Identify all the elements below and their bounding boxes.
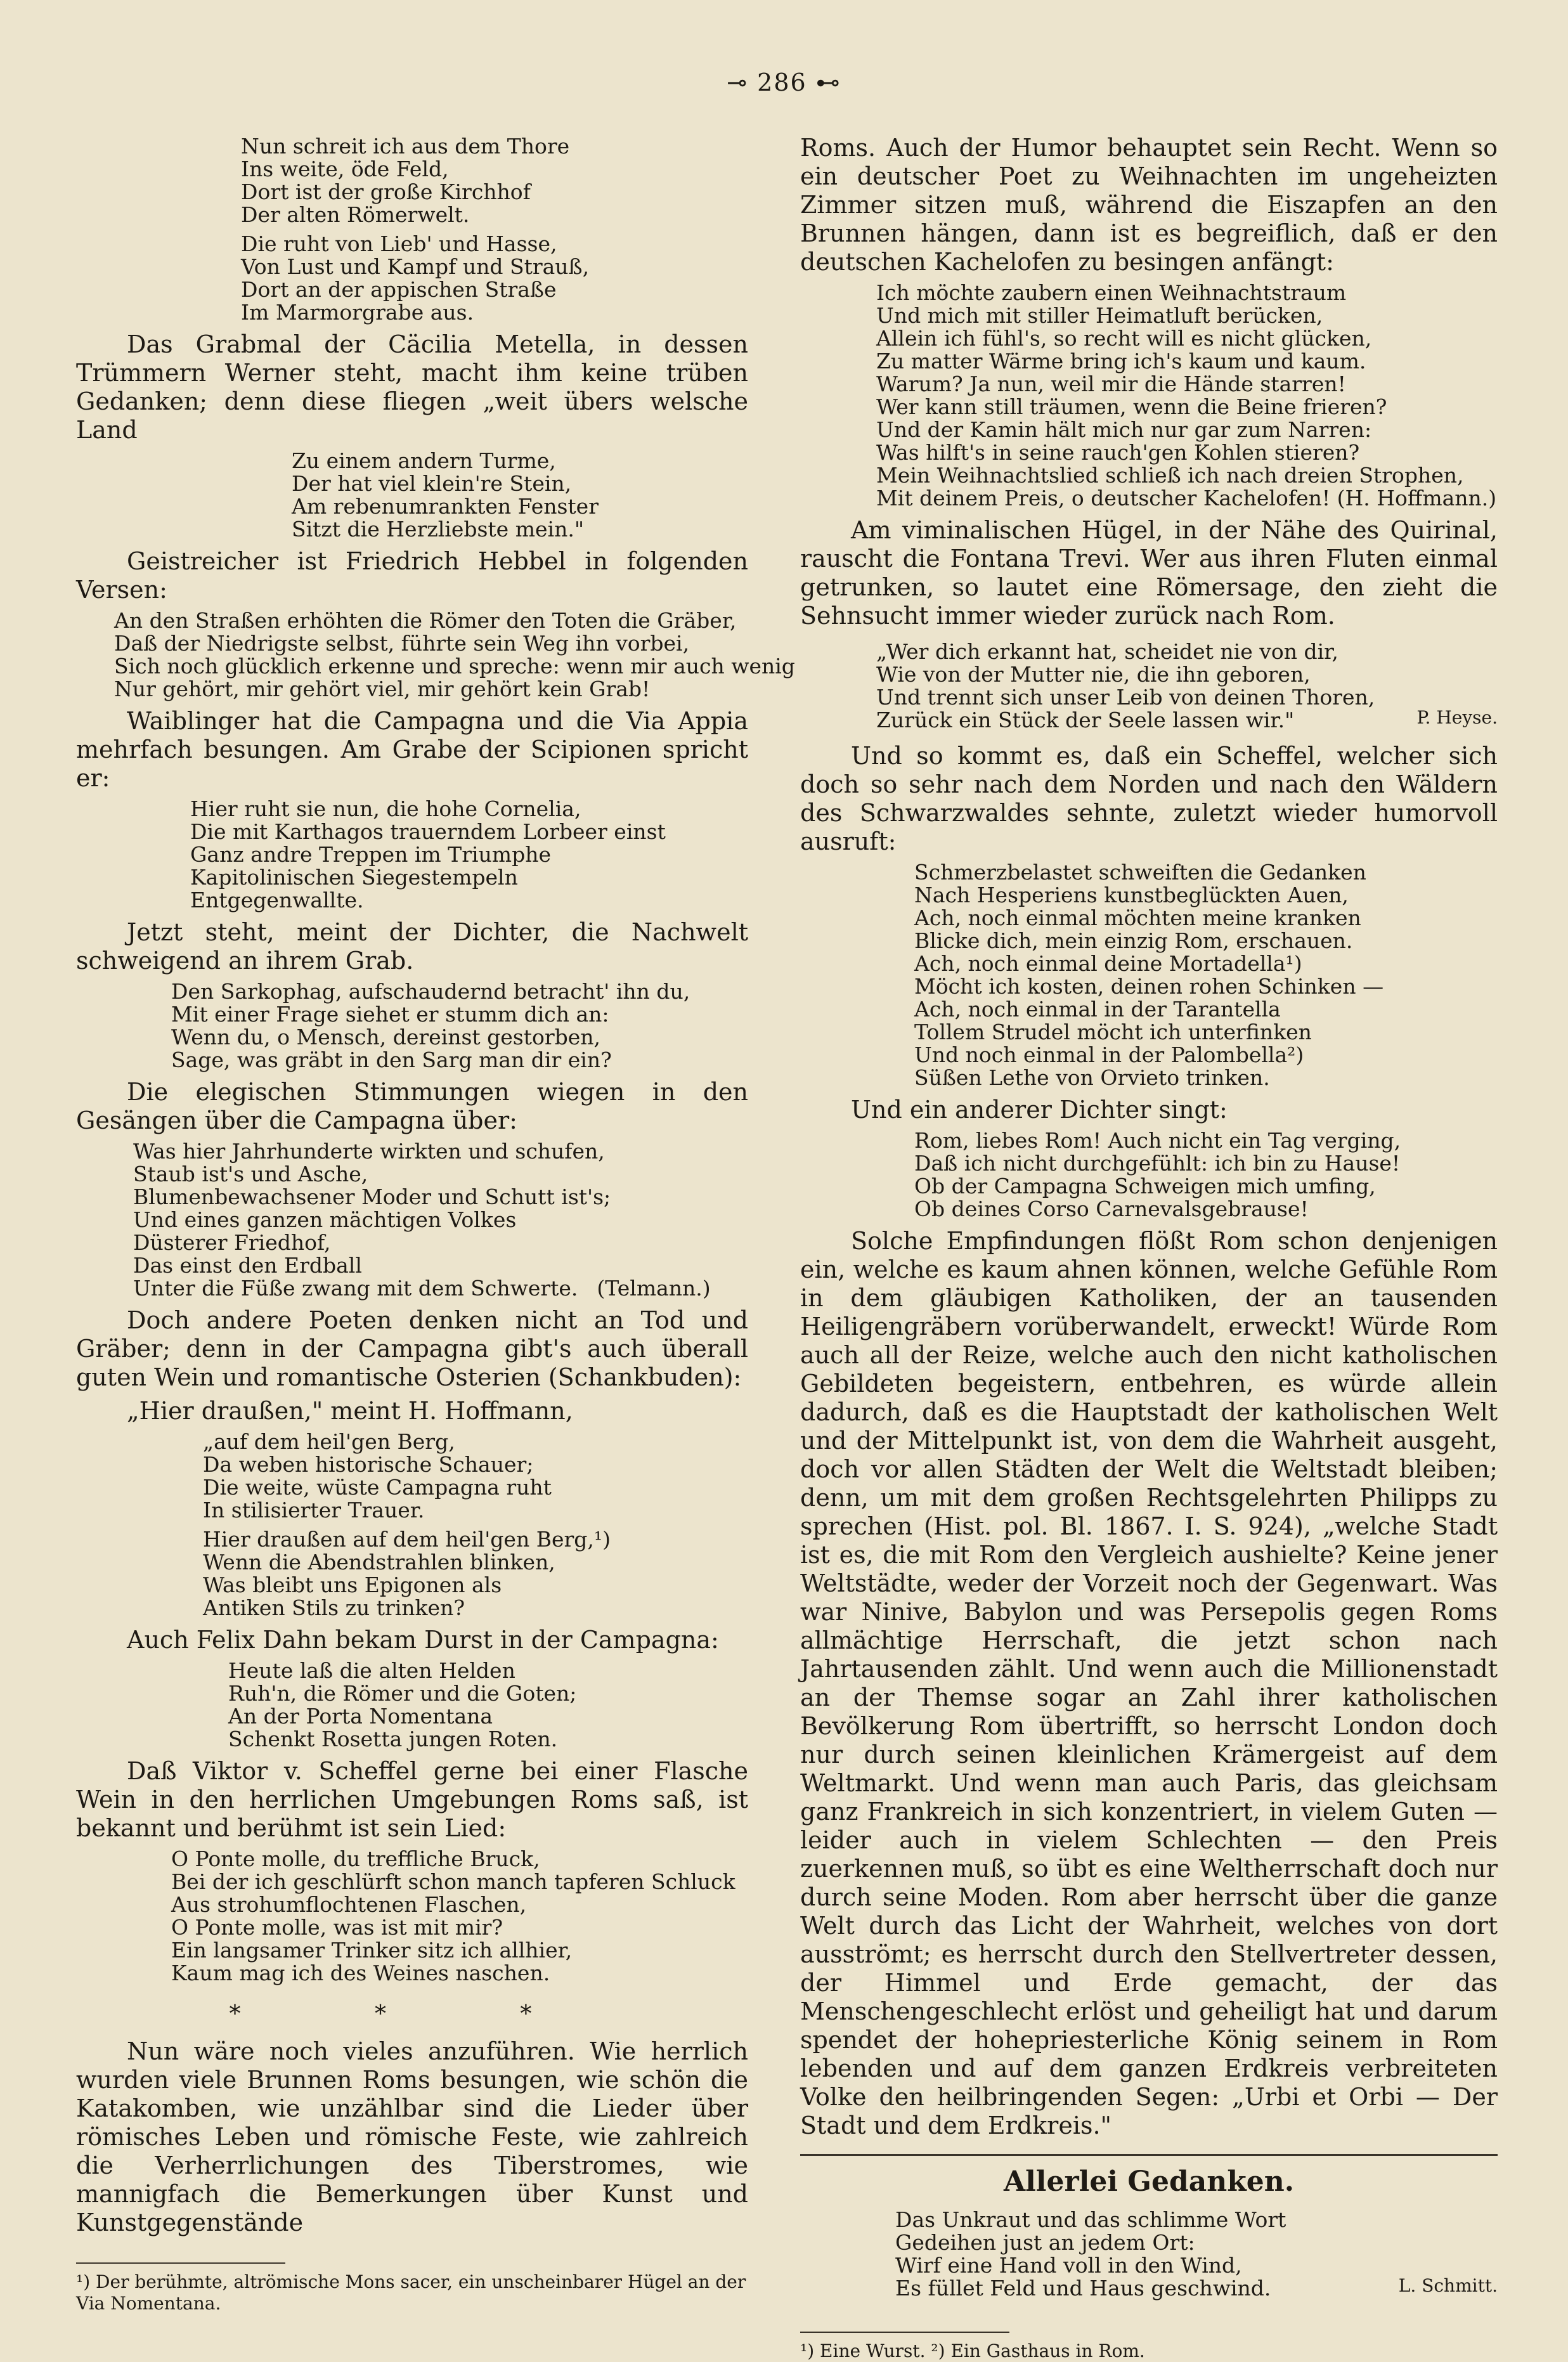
poem-line: Ins weite, öde Feld, [241, 157, 449, 181]
poem-line: Sich noch glücklich erkenne und spreche: wenn mir auch wenig [114, 654, 795, 678]
poem-line: Und noch einmal in der Palombella²) [914, 1042, 1304, 1067]
paragraph-scheffel: Daß Viktor v. Scheffel gerne bei einer Flasche Wein in den herrlichen Umgebungen Roms saß, ist bekannt und berühmt ist sein Lied: [76, 1757, 748, 1842]
poem-line: Den Sarkophag, aufschaudernd betracht' ihn du, [171, 979, 690, 1004]
poem-kachelofen [876, 282, 1498, 510]
poem-line: In stilisierter Trauer. [203, 1498, 425, 1522]
poem-hebbel [114, 608, 795, 701]
paragraph-elegisch: Die elegischen Stimmungen wiegen in den Gesängen über die Campagna über: [76, 1078, 748, 1134]
poem-liebes-rom [914, 1129, 1498, 1221]
poem-line: Nach Hesperiens kunstbeglückten Auen, [914, 883, 1349, 907]
poem-line: Zu matter Wärme bring ich's kaum und kaum. [876, 349, 1366, 373]
footnote-left: ¹) Der berühmte, altrömische Mons sacer, ein unscheinbarer Hügel an der Via Nomentana. [76, 2271, 746, 2314]
poem-line: Wirf eine Hand voll in den Wind, [895, 2253, 1242, 2278]
section-title-allerlei: Allerlei Gedanken. [1003, 2165, 1295, 2198]
poem-unkraut-author: L. Schmitt. [1398, 2275, 1498, 2296]
poem-line: Mein Weihnachtslied schließ ich nach dreien Strophen, [876, 463, 1464, 488]
poem-line: Schmerzbelastet schweiften die Gedanken [914, 860, 1366, 885]
paragraph-hebbel: Geistreicher ist Friedrich Hebbel in folgenden Versen: [76, 547, 748, 604]
poem-line: Tollem Strudel möcht ich unterfinken [914, 1020, 1312, 1044]
paragraph-waiblinger: Waiblinger hat die Campagna und die Via Appia mehrfach besungen. Am Grabe der Scipionen spricht er: [76, 707, 748, 792]
poem-line: Wenn du, o Mensch, dereinst gestorben, [171, 1025, 601, 1049]
poem-line: Was hier Jahrhunderte wirkten und schufen, [133, 1139, 605, 1164]
poem-line: Ach, noch einmal möchten meine kranken [914, 905, 1361, 930]
paragraph-dahn: Auch Felix Dahn bekam Durst in der Campagna: [127, 1626, 719, 1654]
paragraph-metella: Das Grabmal der Cäcilia Metella, in dessen Trümmern Werner steht, macht ihm keine trüben Gedanken; denn diese fliegen „weit übers welsche Land [76, 330, 748, 444]
poem-line: Möcht ich kosten, deinen rohen Schinken — [914, 974, 1384, 999]
poem-line: Ach, noch einmal in der Tarantella [914, 997, 1281, 1022]
poem-turme [292, 450, 748, 541]
poem-line: Aus strohumflochtenen Flaschen, [171, 1892, 527, 1917]
poem-line: Und trennt sich unser Leib von deinen Thoren, [876, 685, 1375, 710]
poem-line: Mit deinem Preis, o deutscher Kachelofen! (H. Hoffmann.) [876, 486, 1497, 510]
poem-line: Schenkt Rosetta jungen Roten. [228, 1727, 558, 1751]
poem-line: Am rebenumrankten Fenster [292, 494, 599, 519]
poem-line: Zu einem andern Turme, [292, 448, 556, 473]
poem-line: Die weite, wüste Campagna ruht [203, 1475, 552, 1500]
page-number: ⊸ 286 ⊷ [727, 68, 841, 96]
poem-line: Daß der Niedrigste selbst, führte sein Weg ihn vorbei, [114, 631, 690, 656]
page-number-value: 286 [757, 68, 807, 96]
poem-mortadella [914, 861, 1498, 1089]
poem-line: Nur gehört, mir gehört viel, mir gehört kein Grab! [114, 677, 651, 701]
poem-line: Der hat viel klein're Stein, [292, 471, 572, 496]
poem-line: An der Porta Nomentana [228, 1704, 493, 1729]
poem-heyse [876, 640, 1404, 732]
poem-line: Ein langsamer Trinker sitz ich allhier, [171, 1938, 573, 1963]
poem-line: Wenn die Abendstrahlen blinken, [203, 1550, 555, 1574]
poem-line: Ob der Campagna Schweigen mich umfing, [914, 1174, 1376, 1198]
poem-line: Heute laß die alten Helden [228, 1658, 515, 1683]
poem-line: Rom, liebes Rom! Auch nicht ein Tag verging, [914, 1128, 1401, 1153]
poem-line: Was hilft's in seine rauch'gen Kohlen stieren? [876, 440, 1360, 465]
poem-line-text: Unter die Füße zwang mit dem Schwerte. [133, 1276, 578, 1301]
poem-line: Zurück ein Stück der Seele lassen wir." [876, 708, 1295, 732]
poem-line-with-author [133, 1277, 748, 1300]
poem-line: Düsterer Friedhof, [133, 1230, 331, 1255]
poem-line: Was bleibt uns Epigonen als [203, 1573, 502, 1597]
poem-line: Die mit Karthagos trauerndem Lorbeer einst [190, 819, 666, 844]
poem-line: Blumenbewachsener Moder und Schutt ist's; [133, 1184, 611, 1209]
poem-line: Blicke dich, mein einzig Rom, erschauen. [914, 928, 1353, 953]
poem-line: Dort ist der große Kirchhof [241, 179, 531, 204]
footnote-divider-right [800, 2332, 1009, 2333]
poem-line: Wie von der Mutter nie, die ihn geboren, [876, 662, 1311, 687]
poem-author: (Telmann.) [597, 1276, 711, 1301]
poem-line: An den Straßen erhöhten die Römer den Toten die Gräber, [114, 608, 737, 633]
poem-line: Und eines ganzen mächtigen Volkes [133, 1207, 517, 1232]
poem-line: Ruh'n, die Römer und die Goten; [228, 1681, 577, 1706]
poem-line: Hier ruht sie nun, die hohe Cornelia, [190, 796, 581, 821]
poem-line: „Wer dich erkannt hat, scheidet nie von dir, [876, 639, 1338, 664]
poem-unkraut [895, 2209, 1386, 2300]
poem-line: O Ponte molle, du treffliche Bruck, [171, 1846, 540, 1871]
poem-telmann [133, 1140, 748, 1300]
paragraph-brunnen: Nun wäre noch vieles anzuführen. Wie herrlich wurden viele Brunnen Roms besungen, wie schön die Katakomben, wie unzählbar sind die Lieder über römisches Leben und römische Feste, wie zahlreich die Verherrlichungen des Tiberstromes, wie mannigfach die Bemerkungen über Kunst und Kunstgegenstände [76, 2037, 748, 2236]
paragraph-scheffel-ruft: Und so kommt es, daß ein Scheffel, welcher sich doch so sehr nach dem Norden und nach den Wäldern des Schwarzwaldes sehnte, zuletzt wieder humorvoll ausruft: [800, 742, 1498, 855]
poem-line: Süßen Lethe von Orvieto trinken. [914, 1065, 1270, 1090]
poem-line: Es füllet Feld und Haus geschwind. [895, 2276, 1271, 2300]
paragraph-empfindungen: Solche Empfindungen flößt Rom schon denjenigen ein, welche es kaum ahnen können, welche Gefühle Rom in dem gläubigen Katholiken, der an tausenden Heiligengräbern vorüberwandelt, erweckt! Würde Rom auch all der Reize, welche auch den nicht katholischen Gebildeten begeistern, entbehren, es würde allein dadurch, daß es die Hauptstadt der katholischen Welt und der Mittelpunkt ist, von dem die Wahrheit ausgeht, doch vor allen Städten der Welt die Weltstadt bleiben; denn, um mit dem großen Rechtsgelehrten Philipps zu sprechen (Hist. pol. Bl. 1867. I. S. 924), „welche Stadt ist es, die mit Rom den Vergleich aushielte? Keine jener Weltstädte, weder der Vorzeit noch der Gegenwart. Was war Ninive, Babylon und was Persepolis gegen Roms allmächtige Herrschaft, die jetzt schon nach Jahrtausenden zählt. Und wenn auch die Millionenstadt an der Themse sogar an Zahl ihrer katholischen Bevölkerung Rom übertrifft, so herrscht London doch nur durch seinen kleinlichen Krämergeist auf dem Weltmarkt. Und wenn man auch Paris, das gleichsam ganz Frankreich in sich konzentriert, in vielem Guten — leider auch in vielem Schlechten — den Preis zuerkennen muß, so übt es eine Weltherrschaft doch nur durch seine Moden. Rom aber herrscht über die ganze Welt durch das Licht der Wahrheit, welches von dort ausströmt; es herrscht durch den Stellvertreter dessen, der Himmel und Erde gemacht, der das Menschengeschlecht erlöst und geheiligt hat und darum spendet der hohepriesterliche König seinem in Rom lebenden und auf dem ganzen Erdkreis verbreiteten Volke den heilbringenden Segen: „Urbi et Orbi — Der Stadt und dem Erdkreis." [800, 1227, 1498, 2139]
poem-line: Da weben historische Schauer; [203, 1452, 534, 1477]
poem-line: Kaum mag ich des Weines naschen. [171, 1961, 550, 1985]
poem-unkraut-wrap [800, 2203, 1498, 2306]
poem-thore-2 [241, 233, 748, 324]
poem-line: Ich möchte zaubern einen Weihnachtstraum [876, 280, 1347, 305]
poem-line: Kapitolinischen Siegestempeln [190, 865, 518, 890]
poem-line: Sitzt die Herzliebste mein." [292, 517, 585, 542]
poem-line: Antiken Stils zu trinken? [203, 1595, 465, 1620]
poem-line: O Ponte molle, was ist mit mir? [171, 1915, 503, 1940]
poem-line: Gedeihen just an jedem Ort: [895, 2230, 1195, 2255]
paragraph-hoffmann: „Hier draußen," meint H. Hoffmann, [127, 1397, 573, 1425]
paragraph-anderer-dichter: Und ein anderer Dichter singt: [851, 1096, 1228, 1124]
poem-dahn [228, 1659, 748, 1751]
poem-thore [241, 135, 748, 226]
poem-heilgen-berg-2 [203, 1528, 748, 1619]
poem-line: Ganz andre Treppen im Triumphe [190, 842, 551, 867]
poem-line: Das einst den Erdball [133, 1253, 362, 1278]
poem-line: Nun schreit ich aus dem Thore [241, 134, 570, 159]
poem-line: Ach, noch einmal deine Mortadella¹) [914, 951, 1302, 976]
poem-line: Bei der ich geschlürft schon manch tapferen Schluck [171, 1869, 735, 1894]
paragraph-humor: Roms. Auch der Humor behauptet sein Recht. Wenn so ein deutscher Poet zu Weihnachten im ungeheizten Zimmer sitzen muß, während die Eiszapfen an den Brunnen hängen, dann ist es begreiflich, daß er den deutschen Kachelofen zu besingen anfängt: [800, 134, 1498, 276]
section-divider [800, 2154, 1498, 2156]
section-stars: * * * [229, 2001, 595, 2027]
poem-line: Der alten Römerwelt. [241, 202, 470, 227]
poem-heyse-author: P. Heyse. [1416, 707, 1498, 728]
poem-line: Mit einer Frage siehet er stumm dich an: [171, 1002, 609, 1027]
poem-line: Allein ich fühl's, so recht will es nicht glücken, [876, 326, 1372, 351]
poem-cornelia [190, 798, 748, 912]
poem-line: Staub ist's und Asche, [133, 1162, 368, 1186]
poem-line: Sage, was gräbt in den Sarg man dir ein? [171, 1048, 612, 1072]
poem-line: Entgegenwallte. [190, 888, 364, 912]
poem-line: Und der Kamin hält mich nur gar zum Narren: [876, 417, 1372, 442]
poem-line: Die ruht von Lieb' und Hasse, [241, 231, 557, 256]
left-column [76, 130, 795, 2314]
poem-line: Daß ich nicht durchgefühlt: ich bin zu Hause! [914, 1151, 1401, 1176]
poem-sarkophag [171, 980, 748, 1072]
poem-line: Ob deines Corso Carnevalsgebrause! [914, 1197, 1309, 1221]
poem-line: Von Lust und Kampf und Strauß, [241, 254, 590, 279]
poem-line: „auf dem heil'gen Berg, [203, 1429, 455, 1454]
footnote-divider [76, 2262, 285, 2264]
poem-line: Und mich mit stiller Heimatluft berücken, [876, 303, 1323, 328]
poem-ponte-molle [171, 1848, 748, 1985]
poem-heyse-wrap [800, 635, 1498, 738]
poem-line: Hier draußen auf dem heil'gen Berg,¹) [203, 1527, 611, 1552]
poem-heilgen-berg [203, 1431, 748, 1522]
paragraph-poeten: Doch andere Poeten denken nicht an Tod und Gräber; denn in der Campagna gibt's auch überall guten Wein und romantische Osterien (Schankbuden): [76, 1306, 748, 1391]
poem-line: Dort an der appischen Straße [241, 277, 557, 302]
poem-line: Warum? Ja nun, weil mir die Hände starren! [876, 372, 1346, 396]
paragraph-trevi: Am viminalischen Hügel, in der Nähe des Quirinal, rauscht die Fontana Trevi. Wer aus ihren Fluten einmal getrunken, so lautet eine Römersage, den zieht die Sehnsucht immer wieder zurück nach Rom. [800, 516, 1498, 630]
poem-line: Im Marmorgrabe aus. [241, 300, 474, 325]
footnote-right: ¹) Eine Wurst. ²) Ein Gasthaus in Rom. [800, 2340, 1145, 2361]
poem-line: Wer kann still träumen, wenn die Beine frieren? [876, 394, 1387, 419]
paragraph-nachwelt: Jetzt steht, meint der Dichter, die Nachwelt schweigend an ihrem Grab. [76, 918, 748, 975]
poem-line: Das Unkraut und das schlimme Wort [895, 2207, 1286, 2232]
right-column [800, 130, 1498, 2362]
